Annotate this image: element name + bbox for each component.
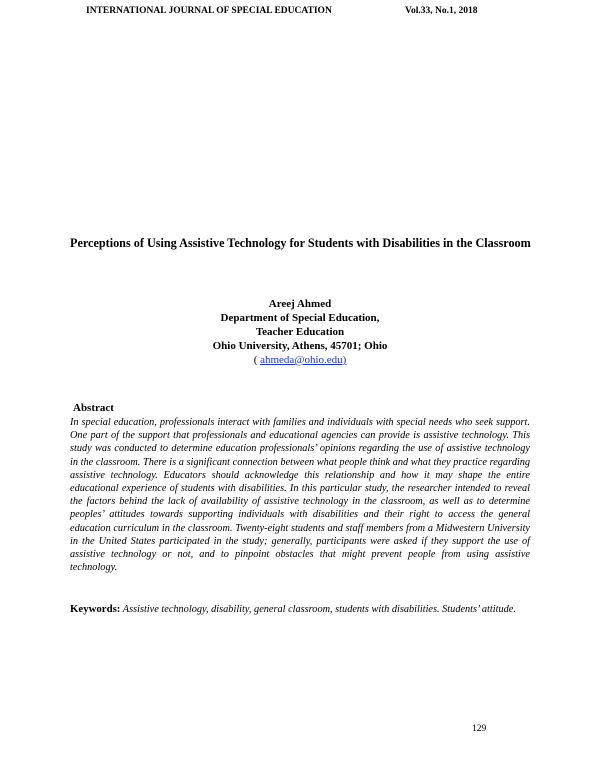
journal-name: INTERNATIONAL JOURNAL OF SPECIAL EDUCATION bbox=[86, 6, 332, 16]
author-department: Department of Special Education, bbox=[220, 312, 380, 324]
author-email-link[interactable]: ahmeda@ohio.edu) bbox=[260, 354, 347, 366]
author-division: Teacher Education bbox=[255, 326, 345, 338]
author-email-line bbox=[0, 353, 600, 367]
paper-title: Perceptions of Using Assistive Technology for Students with Disabilities in the Classroom bbox=[70, 236, 531, 250]
abstract-text: In special education, professionals interact with families and individuals with special needs who seek support. One part of the support that professionals and educational agencies can provide is assistive technology. This study was conducted to determine education professionals’ opinions regarding the use of assistive technology in the classroom. There is a significant connection between what people think and what they practice regarding assistive technology. Educators should acknowledge this relationship and how it may shape the entire educational experience of students with disabilities. In this particular study, the researcher intended to reveal the factors behind the lack of availability of assistive technology in the classroom, as well as to determine peoples’ attitudes towards supporting individuals with disabilities and their right to access the general education curriculum in the classroom. Twenty-eight students and staff members from a Midwestern University in the United States participated in the study; generally, participants were asked if they support the use of assistive technology or not, and to pinpoint obstacles that might prevent people from using assistive technology. bbox=[70, 417, 530, 574]
keywords bbox=[70, 603, 530, 616]
abstract-heading: Abstract bbox=[73, 402, 114, 414]
author-affiliation: Ohio University, Athens, 45701; Ohio bbox=[212, 340, 388, 352]
author-block bbox=[0, 297, 600, 367]
journal-volume: Vol.33, No.1, 2018 bbox=[405, 6, 478, 16]
page-number: 129 bbox=[472, 724, 487, 734]
running-header bbox=[0, 6, 600, 20]
keywords-label: Keywords: bbox=[70, 603, 121, 615]
keywords-text: Assistive technology, disability, general classroom, students with disabilities. Students’ attitude. bbox=[120, 604, 516, 615]
author-name: Areej Ahmed bbox=[268, 298, 332, 310]
email-open-paren: ( bbox=[253, 354, 261, 366]
